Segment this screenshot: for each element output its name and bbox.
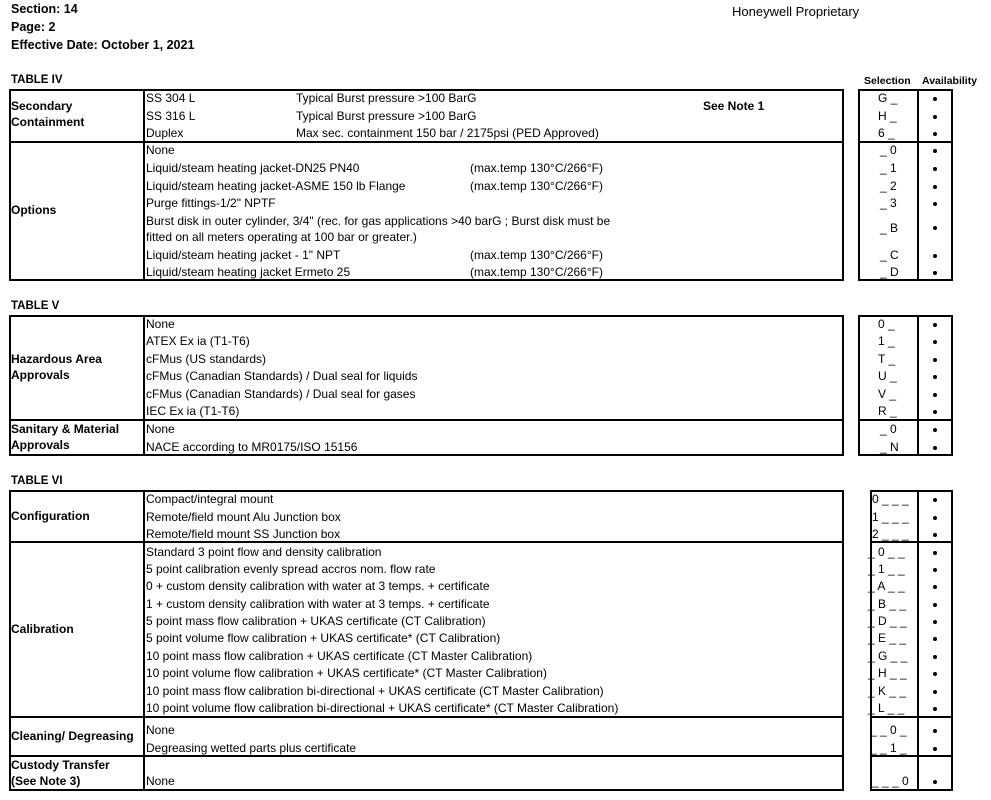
calibration-label: Calibration bbox=[11, 622, 74, 636]
availability-dot bbox=[933, 672, 937, 676]
availability-dot bbox=[933, 585, 937, 589]
configuration-label: Configuration bbox=[11, 509, 90, 523]
divider bbox=[870, 755, 953, 757]
table-row bbox=[146, 179, 603, 193]
availability-dot bbox=[933, 428, 937, 432]
option-description: 10 point mass flow calibration bi-directional + UKAS certificate (CT Master Calibration) bbox=[146, 684, 604, 698]
selection-code: V _ bbox=[878, 387, 897, 401]
availability-dot bbox=[933, 358, 937, 362]
option-description: Remote/field mount Alu Junction box bbox=[146, 510, 341, 524]
option-description: Standard 3 point flow and density calibration bbox=[146, 545, 382, 559]
option-description: SS 304 L bbox=[146, 91, 196, 105]
option-description: None bbox=[146, 143, 175, 157]
selection-code: _ D bbox=[880, 265, 899, 279]
selection-code: _ D _ _ bbox=[868, 614, 907, 628]
selection-column-divider bbox=[917, 490, 919, 791]
table-row bbox=[146, 684, 604, 698]
selection-code: _ N bbox=[880, 440, 899, 454]
availability-dot bbox=[933, 97, 937, 101]
selection-code: _ C bbox=[880, 248, 899, 262]
table-row bbox=[146, 545, 381, 559]
divider bbox=[9, 716, 844, 718]
table-row bbox=[146, 126, 599, 140]
label-column-divider bbox=[143, 315, 145, 456]
availability-dot bbox=[933, 655, 937, 659]
availability-dot bbox=[933, 729, 937, 733]
selection-code: _ 1 bbox=[880, 161, 897, 175]
table-row bbox=[146, 387, 415, 401]
option-description: 1 + custom density calibration with water at 3 temps. + certificate bbox=[146, 597, 490, 611]
selection-code: _ _ _ 0 bbox=[872, 774, 909, 788]
selection-code: _ 0 bbox=[880, 143, 897, 157]
option-description: 10 point volume flow calibration bi-directional + UKAS certificate* (CT Master Calibration) bbox=[146, 701, 619, 715]
divider bbox=[870, 541, 953, 543]
selection-code: H _ bbox=[878, 109, 897, 123]
option-description: 0 + custom density calibration with water at 3 temps. + certificate bbox=[146, 579, 490, 593]
selection-code: G _ bbox=[878, 91, 898, 105]
table-iv-title: TABLE IV bbox=[11, 74, 63, 86]
divider bbox=[9, 541, 844, 543]
availability-dot bbox=[933, 393, 937, 397]
table-iv-selection-frame bbox=[858, 89, 953, 281]
availability-dot bbox=[933, 690, 937, 694]
table-row bbox=[146, 614, 486, 628]
selection-code: _ H _ _ bbox=[868, 666, 907, 680]
selection-code: 0 _ bbox=[878, 317, 895, 331]
secondary-containment-label: Secondary Containment bbox=[11, 99, 85, 129]
option-detail: Typical Burst pressure >100 BarG bbox=[296, 91, 477, 105]
table-row bbox=[146, 492, 273, 506]
table-row bbox=[146, 510, 341, 524]
table-vi-title: TABLE VI bbox=[11, 475, 63, 487]
option-description: None bbox=[146, 723, 175, 737]
availability-dot bbox=[933, 202, 937, 206]
table-row bbox=[146, 248, 603, 262]
selection-code: _ _ 1 _ bbox=[870, 741, 907, 755]
selection-code: _ _ 0 _ bbox=[870, 723, 907, 737]
option-description: 10 point volume flow calibration + UKAS certificate* (CT Master Calibration) bbox=[146, 666, 547, 680]
option-description: None bbox=[146, 317, 175, 331]
availability-dot bbox=[933, 340, 937, 344]
option-detail: (max.temp 130°C/266°F) bbox=[470, 265, 603, 279]
availability-dot bbox=[933, 115, 937, 119]
option-detail: (max.temp 130°C/266°F) bbox=[470, 161, 603, 175]
option-description: ATEX Ex ia (T1-T6) bbox=[146, 334, 250, 348]
selection-column-divider bbox=[917, 315, 919, 456]
see-note-1: See Note 1 bbox=[703, 99, 765, 113]
selection-code: _ B _ _ bbox=[868, 597, 907, 611]
table-row bbox=[146, 265, 603, 279]
divider bbox=[870, 716, 953, 718]
selection-code: 2 _ _ _ bbox=[872, 527, 909, 541]
table-row bbox=[146, 352, 266, 366]
availability-dot bbox=[933, 446, 937, 450]
availability-dot bbox=[933, 747, 937, 751]
table-row bbox=[146, 649, 532, 663]
table-row bbox=[146, 161, 603, 175]
availability-dot bbox=[933, 132, 937, 136]
availability-dot bbox=[933, 533, 937, 537]
table-row bbox=[146, 597, 490, 611]
option-description: fitted on all meters operating at 100 bar or greater.) bbox=[146, 230, 417, 244]
table-row bbox=[146, 404, 239, 418]
proprietary-label: Honeywell Proprietary bbox=[732, 4, 860, 19]
table-row bbox=[146, 214, 610, 228]
table-v-title: TABLE V bbox=[11, 300, 60, 312]
table-row bbox=[146, 723, 175, 737]
selection-code: U _ bbox=[878, 369, 897, 383]
option-detail: (max.temp 130°C/266°F) bbox=[470, 179, 603, 193]
table-row bbox=[146, 666, 547, 680]
option-description: Liquid/steam heating jacket-ASME 150 lb Flange bbox=[146, 179, 406, 193]
selection-code: 0 _ _ _ bbox=[872, 492, 909, 506]
option-description: Liquid/steam heating jacket-DN25 PN40 bbox=[146, 161, 360, 175]
availability-dot bbox=[933, 498, 937, 502]
option-description: Burst disk in outer cylinder, 3/4" (rec. for gas applications >40 barG ; Burst disk must be bbox=[146, 214, 611, 228]
table-row bbox=[146, 196, 276, 210]
selection-code: 1 _ _ _ bbox=[872, 510, 909, 524]
table-row bbox=[146, 334, 250, 348]
option-description: NACE according to MR0175/ISO 15156 bbox=[146, 440, 358, 454]
availability-dot bbox=[933, 167, 937, 171]
option-description: None bbox=[146, 774, 175, 788]
selection-code: _ L _ _ bbox=[868, 701, 905, 715]
availability-dot bbox=[933, 323, 937, 327]
table-row bbox=[146, 741, 356, 755]
table-row bbox=[146, 91, 477, 105]
table-v-selection-frame bbox=[858, 315, 953, 456]
option-description: 5 point calibration evenly spread accros nom. flow rate bbox=[146, 562, 436, 576]
table-row bbox=[146, 701, 618, 715]
availability-dot bbox=[933, 149, 937, 153]
options-label: Options bbox=[11, 203, 57, 217]
option-description: IEC Ex ia (T1-T6) bbox=[146, 404, 240, 418]
selection-code: _ 0 bbox=[880, 422, 897, 436]
divider bbox=[9, 755, 844, 757]
label-column-divider bbox=[143, 89, 145, 281]
option-description: cFMus (US standards) bbox=[146, 352, 267, 366]
option-description: Duplex bbox=[146, 126, 184, 140]
selection-code: _ G _ _ bbox=[868, 649, 908, 663]
table-row bbox=[146, 527, 340, 541]
table-row bbox=[146, 774, 175, 788]
availability-dot bbox=[933, 185, 937, 189]
table-row bbox=[146, 579, 490, 593]
availability-dot bbox=[933, 603, 937, 607]
option-description: Liquid/steam heating jacket Ermeto 25 bbox=[146, 265, 351, 279]
hazardous-area-label: Hazardous Area Approvals bbox=[11, 352, 102, 382]
table-row bbox=[146, 422, 175, 436]
table-row bbox=[146, 440, 357, 454]
availability-dot bbox=[933, 516, 937, 520]
selection-code: R _ bbox=[878, 404, 897, 418]
option-description: cFMus (Canadian Standards) / Dual seal for liquids bbox=[146, 369, 418, 383]
option-description: Remote/field mount SS Junction box bbox=[146, 527, 341, 541]
selection-code: _ B bbox=[880, 221, 899, 235]
page-number: Page: 2 bbox=[11, 20, 56, 34]
availability-dot bbox=[933, 620, 937, 624]
table-row bbox=[146, 143, 175, 157]
option-description: SS 316 L bbox=[146, 109, 196, 123]
section-number: Section: 14 bbox=[11, 2, 78, 16]
availability-dot bbox=[933, 375, 937, 379]
availability-dot bbox=[933, 707, 937, 711]
option-detail: (max.temp 130°C/266°F) bbox=[470, 248, 603, 262]
table-row bbox=[146, 562, 435, 576]
option-description: 5 point mass flow calibration + UKAS certificate (CT Calibration) bbox=[146, 614, 486, 628]
divider bbox=[858, 419, 953, 421]
selection-code: T _ bbox=[878, 352, 896, 366]
option-description: 10 point mass flow calibration + UKAS certificate (CT Master Calibration) bbox=[146, 649, 533, 663]
availability-dot bbox=[933, 551, 937, 555]
availability-dot bbox=[933, 226, 937, 230]
selection-code: _ 1 _ _ bbox=[868, 562, 905, 576]
availability-dot bbox=[933, 410, 937, 414]
divider bbox=[858, 141, 953, 143]
divider bbox=[9, 141, 844, 143]
availability-dot bbox=[933, 254, 937, 258]
option-description: cFMus (Canadian Standards) / Dual seal for gases bbox=[146, 387, 416, 401]
selection-code: 6 _ bbox=[878, 126, 895, 140]
availability-dot bbox=[933, 568, 937, 572]
availability-dot bbox=[933, 780, 937, 784]
table-v-frame bbox=[9, 315, 844, 456]
selection-code: _ A _ _ bbox=[868, 579, 905, 593]
effective-date: Effective Date: October 1, 2021 bbox=[11, 38, 195, 52]
selection-code: _ E _ _ bbox=[868, 631, 907, 645]
table-row bbox=[146, 631, 500, 645]
option-description: Purge fittings-1/2" NPTF bbox=[146, 196, 276, 210]
option-description: Compact/integral mount bbox=[146, 492, 274, 506]
option-detail: Typical Burst pressure >100 BarG bbox=[296, 109, 477, 123]
option-detail: Max sec. containment 150 bar / 2175psi (PED Approved) bbox=[296, 126, 599, 140]
option-description: Degreasing wetted parts plus certificate bbox=[146, 741, 357, 755]
selection-code: _ K _ _ bbox=[868, 684, 907, 698]
table-row bbox=[146, 369, 417, 383]
label-column-divider bbox=[143, 490, 145, 791]
custody-transfer-label: Custody Transfer (See Note 3) bbox=[11, 758, 110, 788]
divider bbox=[9, 419, 844, 421]
sanitary-material-label: Sanitary & Material Approvals bbox=[11, 422, 120, 452]
table-row bbox=[146, 109, 477, 123]
cleaning-degreasing-label: Cleaning/ Degreasing bbox=[11, 729, 134, 743]
selection-code: 1 _ bbox=[878, 334, 895, 348]
table-row bbox=[146, 230, 417, 244]
selection-column-header: Selection bbox=[864, 75, 911, 87]
selection-code: _ 3 bbox=[880, 196, 897, 210]
selection-code: _ 2 bbox=[880, 179, 897, 193]
option-description: Liquid/steam heating jacket - 1" NPT bbox=[146, 248, 341, 262]
selection-column-divider bbox=[917, 89, 919, 281]
table-row bbox=[146, 317, 175, 331]
availability-dot bbox=[933, 637, 937, 641]
option-description: None bbox=[146, 422, 175, 436]
option-description: 5 point volume flow calibration + UKAS certificate* (CT Calibration) bbox=[146, 631, 501, 645]
availability-dot bbox=[933, 271, 937, 275]
availability-column-header: Availability bbox=[922, 75, 978, 87]
selection-code: _ 0 _ _ bbox=[868, 545, 905, 559]
